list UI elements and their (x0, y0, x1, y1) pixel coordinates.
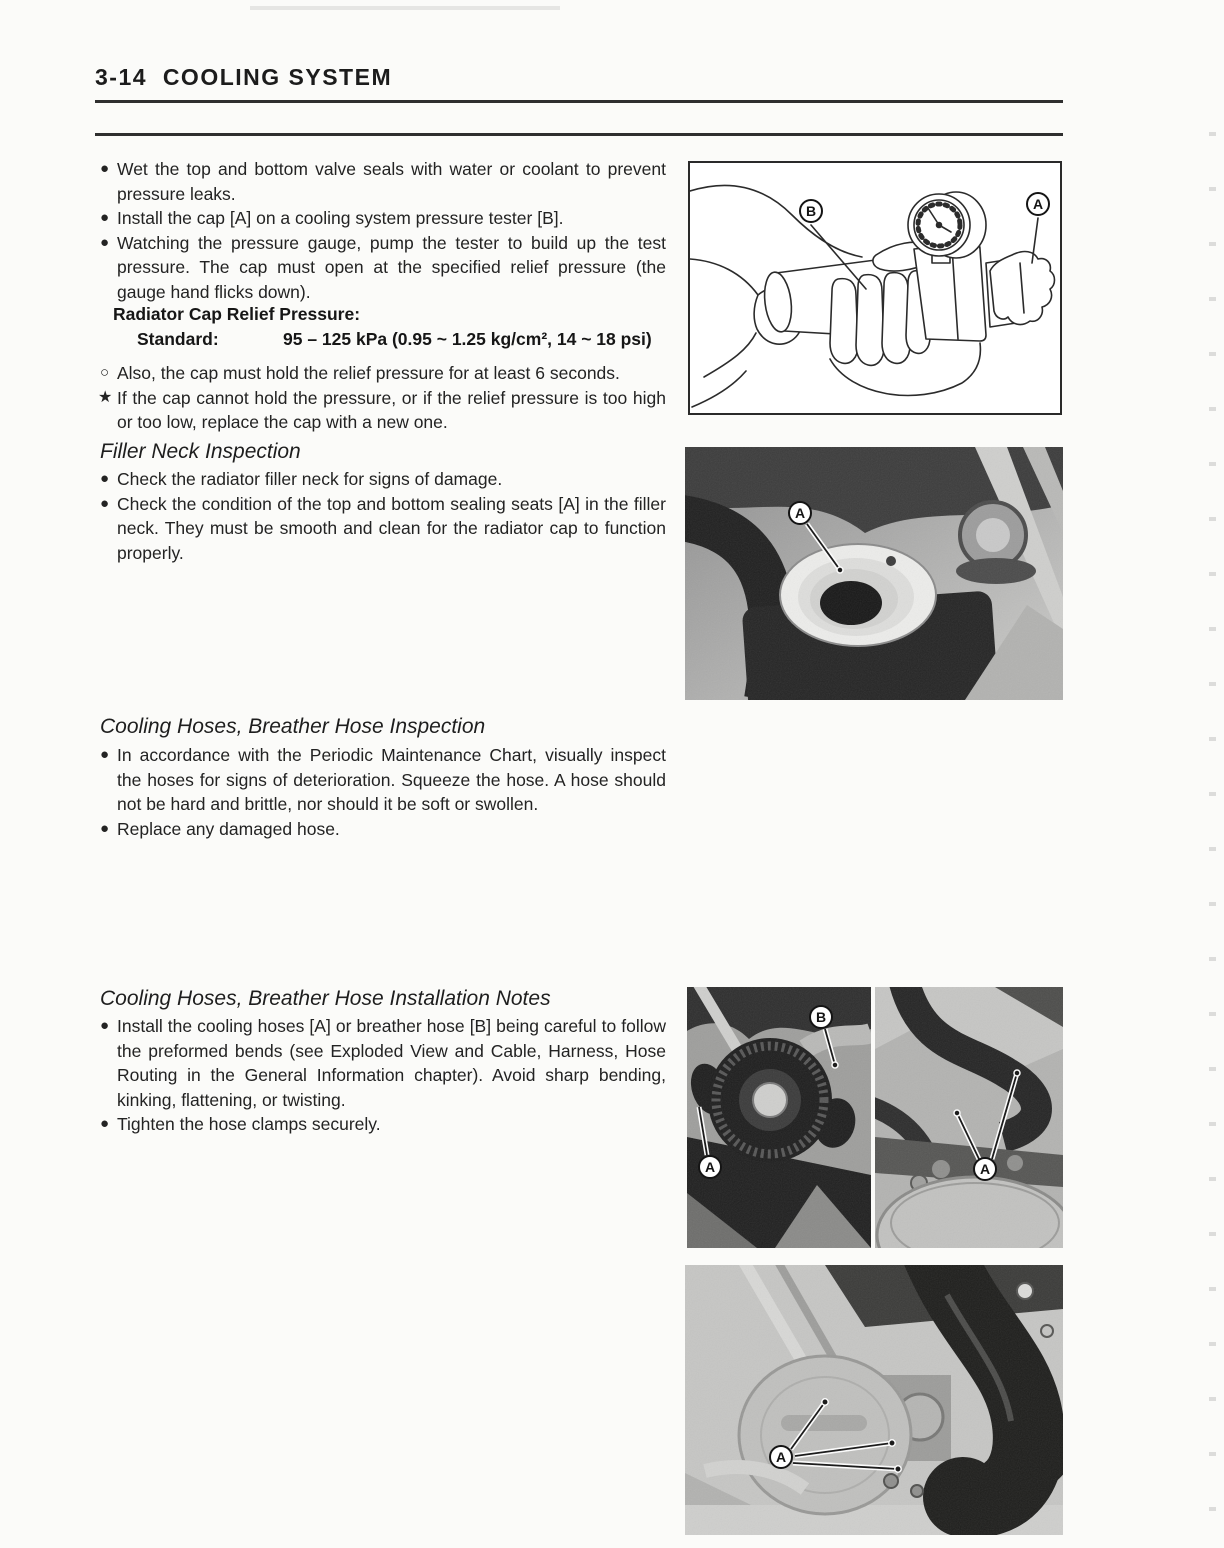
section-heading-filler-neck: Filler Neck Inspection (100, 440, 301, 463)
bullet-item (100, 492, 666, 566)
page-title: 3-14 COOLING SYSTEM (95, 64, 393, 90)
spec-label: Standard: (137, 328, 219, 349)
pressure-tester-drawing (690, 163, 1060, 413)
hose-inspection-section (100, 743, 666, 841)
bullet-text: Install the cooling hoses [A] or breather hose [B] being careful to follow the preformed bends (see Exploded View and Cable, Harness, Hose Routing in the General Information chapter). Avoid sharp bending, kinking, flattening, or twisting. (117, 1016, 666, 1110)
figure-engine-hoses (685, 1265, 1063, 1535)
bullet-text: Install the cap [A] on a cooling system pressure tester [B]. (117, 208, 564, 228)
pressure-test-notes (100, 361, 666, 435)
filler-neck-photo (685, 447, 1063, 700)
bullet-item (100, 467, 666, 492)
bullet-marker: ● (100, 470, 110, 487)
pressure-test-section (100, 157, 666, 304)
bullet-marker: ● (100, 209, 110, 226)
note-text: Also, the cap must hold the relief pressure for at least 6 seconds. (117, 363, 620, 383)
bullet-marker: ● (100, 160, 110, 177)
bullet-item (100, 817, 666, 842)
bullet-item (100, 743, 666, 817)
engine-hoses-photo (685, 1265, 1063, 1535)
water-pump-hoses-photo (875, 987, 1063, 1248)
figure-filler-neck (685, 447, 1063, 700)
header-rule-top (95, 100, 1063, 103)
scan-edge-marks (1209, 90, 1216, 1520)
spec-title: Radiator Cap Relief Pressure: (113, 304, 361, 324)
hose-installation-section (100, 1014, 666, 1137)
section-heading-hose-inspection: Cooling Hoses, Breather Hose Inspection (100, 715, 486, 738)
bullet-item (100, 157, 666, 206)
bullet-marker: ● (100, 494, 110, 512)
radiator-cap-photo (687, 987, 871, 1248)
callout-a-badge: A (973, 1157, 997, 1181)
callout-a-badge: A (1026, 192, 1050, 216)
section-heading-hose-installation: Cooling Hoses, Breather Hose Installation Notes (100, 987, 551, 1010)
filler-neck-section (100, 467, 666, 565)
bullet-marker: ● (100, 233, 110, 251)
star-marker: ★ (98, 388, 113, 406)
bullet-item (100, 206, 666, 231)
callout-b-badge: B (809, 1005, 833, 1029)
bullet-marker: ● (100, 1017, 110, 1034)
bullet-text: Replace any damaged hose. (117, 818, 340, 839)
scan-streak (250, 6, 560, 10)
bullet-text: Watching the pressure gauge, pump the tester to build up the test pressure. The cap must open at the specified relief pressure (the gauge hand flicks down). (117, 232, 666, 302)
bullet-marker: ● (100, 819, 110, 837)
bullet-marker: ● (100, 746, 110, 763)
header-rule-bottom (95, 133, 1063, 136)
bullet-text: In accordance with the Periodic Maintenance Chart, visually inspect the hoses for signs of deterioration. Squeeze the hose. A hose should not be hard and brittle, nor should it be soft or swollen. (117, 745, 666, 814)
note-item (100, 361, 666, 386)
callout-a-badge: A (788, 501, 812, 525)
bullet-item (100, 1112, 666, 1137)
spec-block (113, 302, 666, 351)
circle-marker: ○ (100, 364, 110, 381)
bullet-item (100, 1014, 666, 1112)
bullet-item (100, 231, 666, 305)
note-text: If the cap cannot hold the pressure, or if the relief pressure is too high or too low, replace the cap with a new one. (117, 387, 666, 432)
callout-a-badge: A (698, 1155, 722, 1179)
note-item (100, 386, 666, 435)
bullet-text: Check the radiator filler neck for signs of damage. (117, 469, 503, 489)
callout-a-badge: A (769, 1445, 793, 1469)
figure-pressure-tester (688, 161, 1062, 415)
bullet-marker: ● (100, 1115, 110, 1132)
figure-radiator-cap (687, 987, 871, 1248)
bullet-text: Tighten the hose clamps securely. (117, 1114, 381, 1134)
figure-water-pump-hoses (875, 987, 1063, 1248)
callout-b-badge: B (799, 199, 823, 223)
spec-value: 95 – 125 kPa (0.95 ~ 1.25 kg/cm², 14 ~ 18 psi) (283, 328, 652, 349)
bullet-text: Check the condition of the top and bottom sealing seats [A] in the filler neck. They must be smooth and clean for the radiator cap to function properly. (117, 493, 666, 563)
bullet-text: Wet the top and bottom valve seals with water or coolant to prevent pressure leaks. (117, 159, 666, 204)
